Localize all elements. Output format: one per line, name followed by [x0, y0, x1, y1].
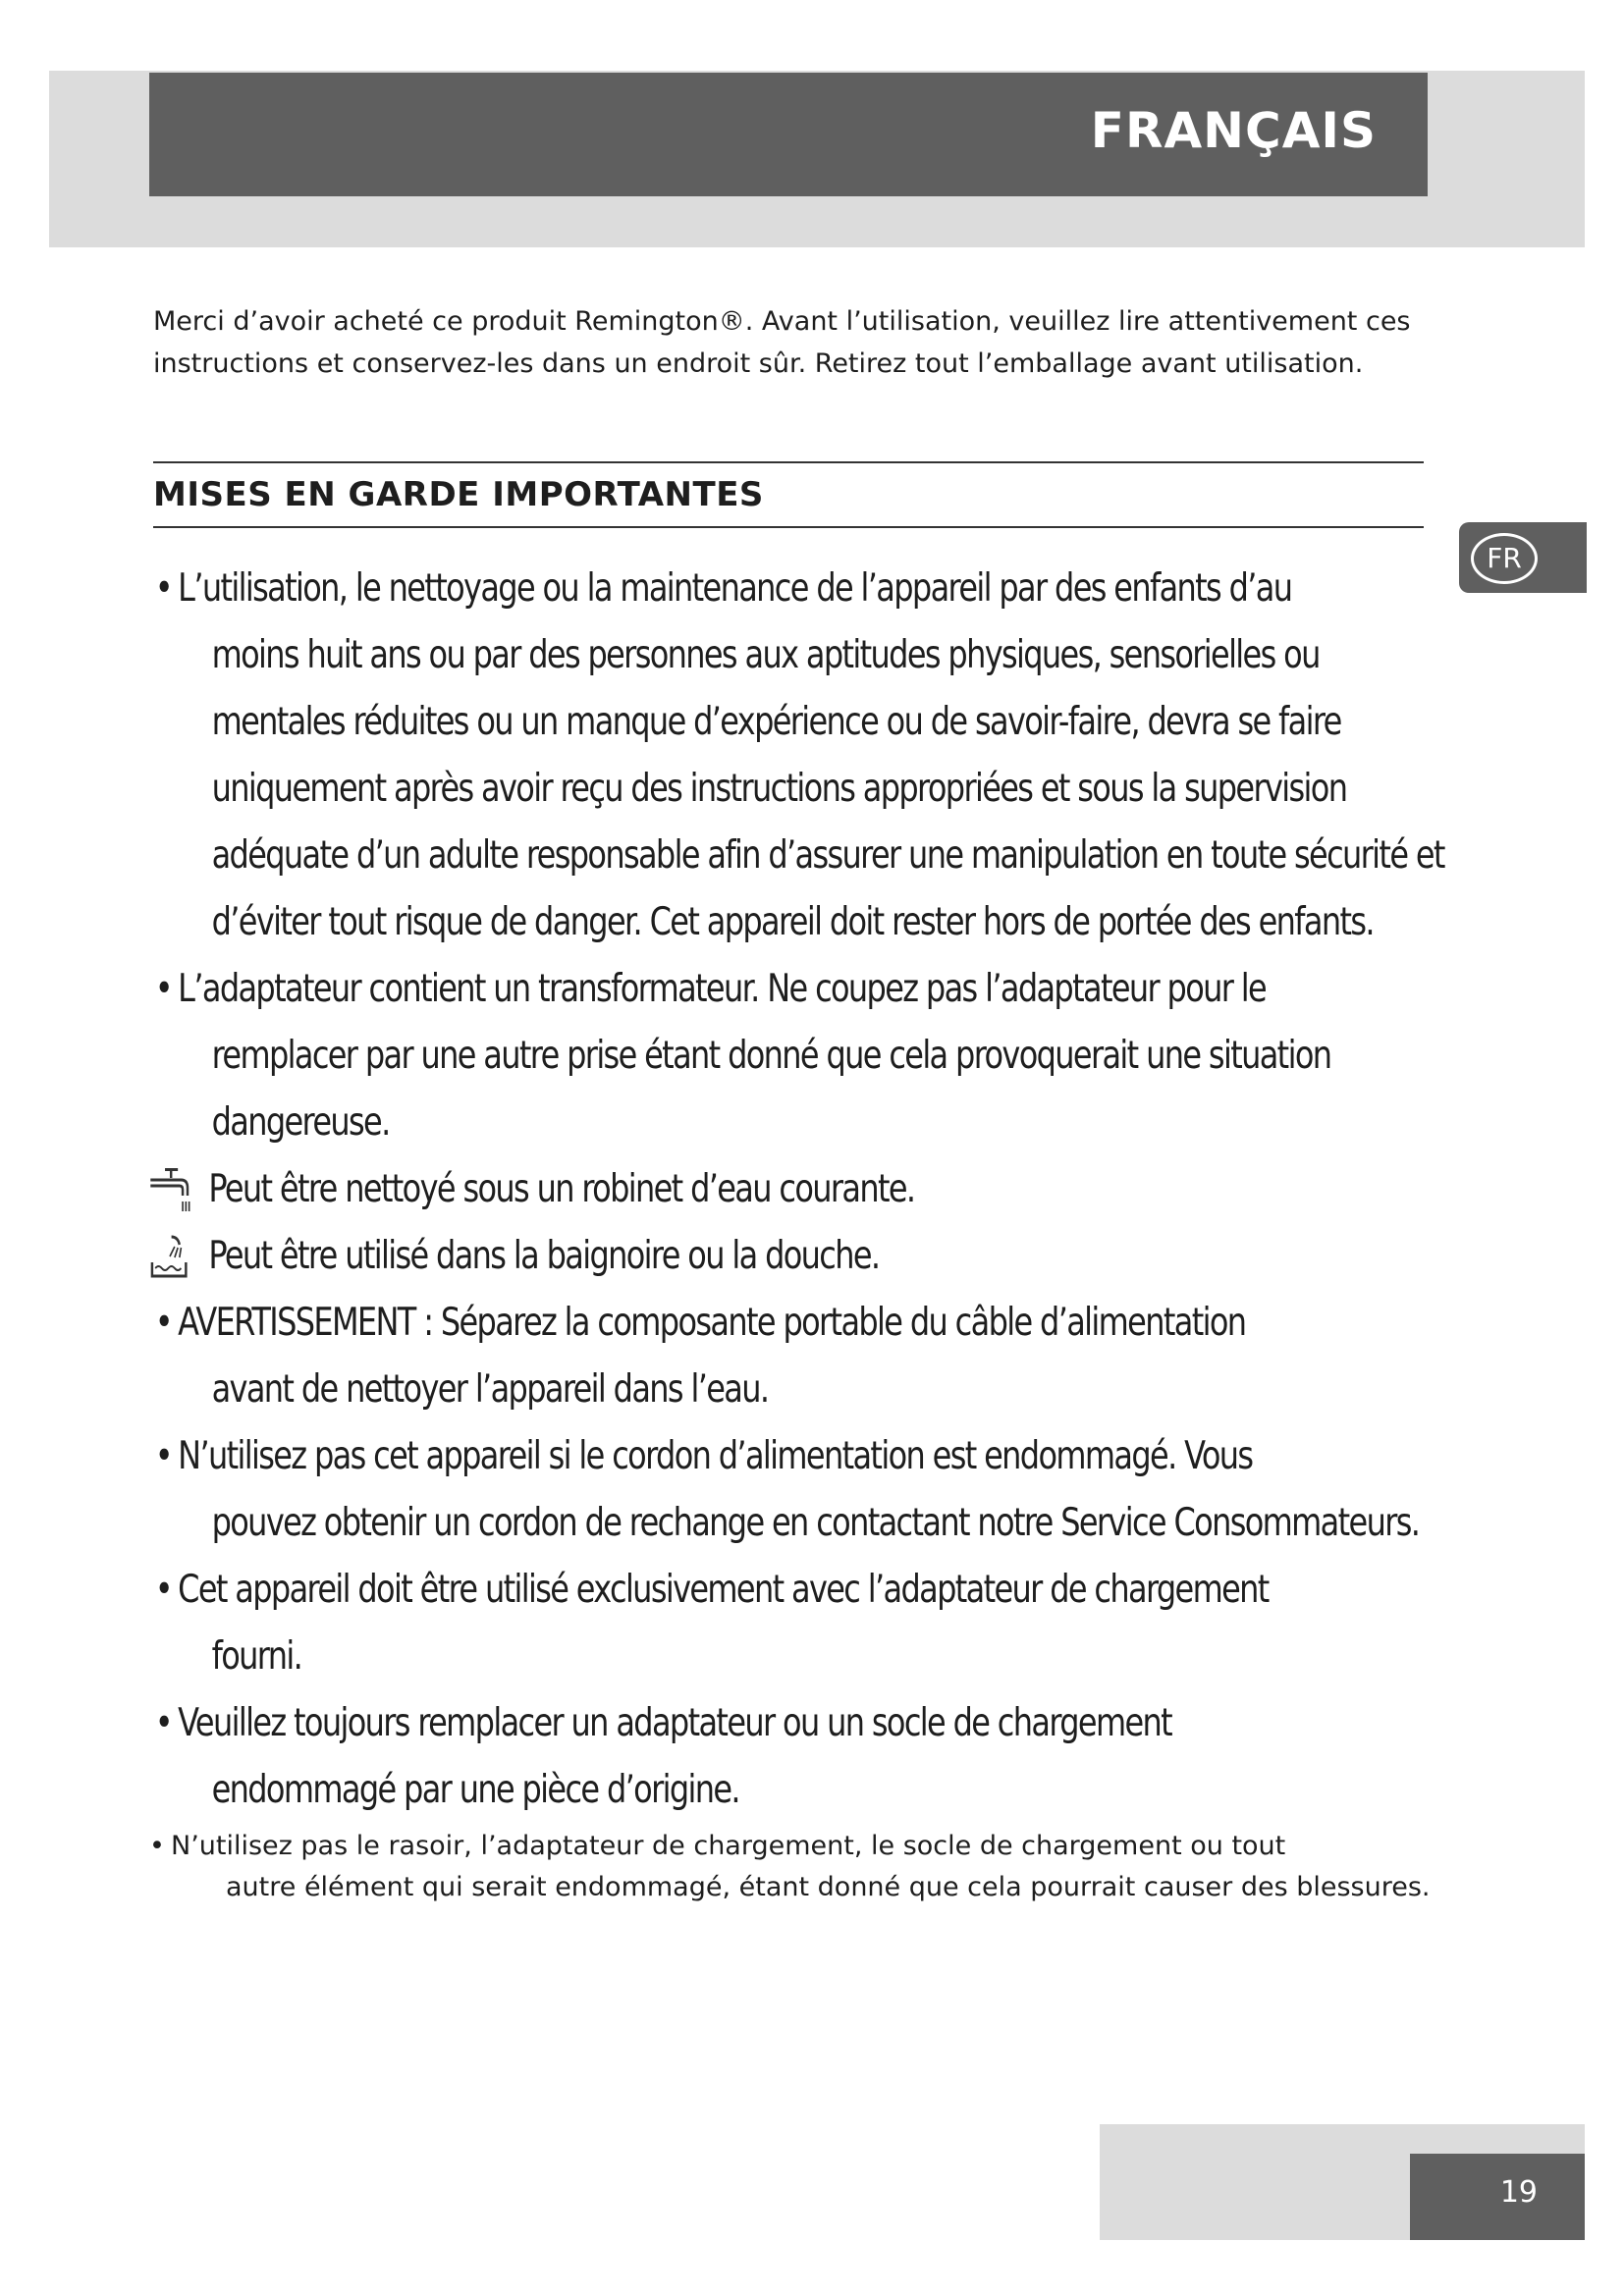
warning-lead: L’utilisation, le nettoyage ou la maintenance de l’appareil par des enfants d’au — [178, 566, 1292, 611]
faucet-icon — [149, 1166, 197, 1215]
bullet: • — [154, 1301, 173, 1345]
warning-item — [147, 556, 1451, 956]
warning-text: avant de nettoyer l’appareil dans l’eau. — [211, 1367, 769, 1412]
footer-page-box — [1410, 2154, 1585, 2240]
warning-lead: N’utilisez pas le rasoir, l’adaptateur de chargement, le socle de chargement ou tout — [171, 1831, 1286, 1861]
language-side-tab-label: FR — [1471, 533, 1538, 584]
warning-lead: N’utilisez pas cet appareil si le cordon d’alimentation est endommagé. Vous — [178, 1434, 1253, 1478]
warning-lead: L’adaptateur contient un transformateur. Ne coupez pas l’adaptateur pour le — [178, 967, 1267, 1011]
bullet: • — [154, 566, 173, 611]
bath-shower-icon — [149, 1233, 197, 1282]
warning-item — [147, 1290, 1451, 1423]
bullet: • — [154, 967, 173, 1011]
bullet: • — [149, 1831, 165, 1861]
warning-item — [147, 1423, 1451, 1557]
warning-item — [147, 1557, 1451, 1690]
warning-text: fourni. — [211, 1634, 302, 1679]
page-number: 19 — [1499, 2175, 1538, 2210]
header-bar — [149, 73, 1428, 196]
warnings-large-block — [147, 556, 1451, 1824]
washable-item — [147, 1156, 1451, 1223]
language-side-tab — [1459, 522, 1587, 593]
shower-item — [147, 1223, 1451, 1290]
section-heading: MISES EN GARDE IMPORTANTES — [153, 475, 764, 514]
shower-text: Peut être utilisé dans la baignoire ou la douche. — [208, 1234, 880, 1278]
warning-lead: Veuillez toujours remplacer un adaptateur ou un socle de chargement — [178, 1701, 1172, 1745]
washable-text: Peut être nettoyé sous un robinet d’eau courante. — [208, 1167, 915, 1211]
warning-text: pouvez obtenir un cordon de rechange en contactant notre Service Consommateurs. — [211, 1501, 1420, 1545]
warnings-list — [147, 556, 1453, 1908]
warning-item — [147, 1690, 1451, 1824]
warning-lead: Cet appareil doit être utilisé exclusivement avec l’adaptateur de chargement — [178, 1568, 1269, 1612]
language-title: FRANÇAIS — [1090, 102, 1377, 159]
section-rule-top — [153, 461, 1424, 463]
warning-text: moins huit ans ou par des personnes aux aptitudes physiques, sensorielles ou mentales réduites ou un manque d’expérience ou de savoir-faire, devra se faire uniquement après avoir reçu des instructions appropriées et sous la supervision adéquate d’un adulte responsable afin d’assurer une manipulation en toute sécurité et d’éviter tout risque de danger. Cet appareil doit rester hors de portée des enfants. — [211, 633, 1444, 944]
bullet: • — [154, 1434, 173, 1478]
warning-item — [147, 956, 1451, 1156]
intro-paragraph: Merci d’avoir acheté ce produit Remington®. Avant l’utilisation, veuillez lire attentivement ces instructions et conservez-les dans un endroit sûr. Retirez tout l’emballage avant utilisation. — [153, 306, 1411, 379]
warning-lead: AVERTISSEMENT : Séparez la composante portable du câble d’alimentation — [178, 1301, 1246, 1345]
warning-text: endommagé par une pièce d’origine. — [211, 1768, 739, 1812]
warning-item — [147, 1826, 1453, 1908]
warning-text: remplacer par une autre prise étant donné que cela provoquerait une situation dangereuse. — [211, 1034, 1331, 1145]
bullet: • — [154, 1568, 173, 1612]
bullet: • — [154, 1701, 173, 1745]
section-rule-bottom — [153, 526, 1424, 528]
warning-text: autre élément qui serait endommagé, étant donné que cela pourrait causer des blessures. — [226, 1872, 1431, 1902]
warnings-small-block — [147, 1826, 1453, 1908]
